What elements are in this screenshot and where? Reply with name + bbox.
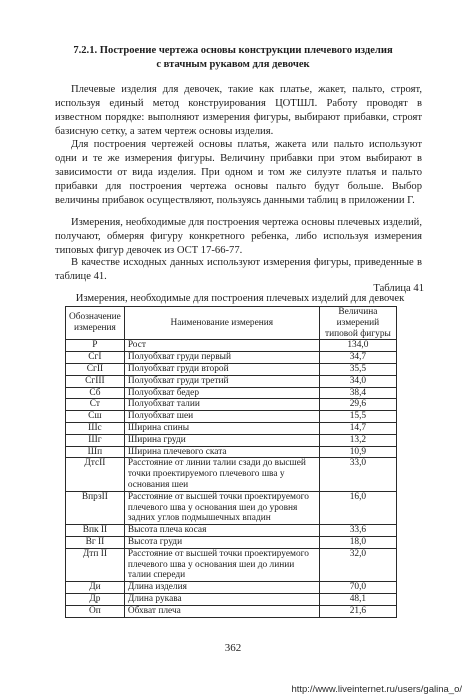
table-row	[66, 375, 397, 387]
cell-code: Сш	[66, 411, 125, 423]
cell-value: 38,4	[319, 387, 396, 399]
cell-code: СгI	[66, 352, 125, 364]
cell-code: ДтсII	[66, 458, 125, 491]
cell-code: Шг	[66, 434, 125, 446]
measurements-table	[65, 306, 397, 618]
cell-code: Ст	[66, 399, 125, 411]
cell-name: Полуобхват шеи	[124, 411, 319, 423]
watermark-url: http://www.liveinternet.ru/users/galina_o/	[291, 684, 462, 695]
cell-name: Расстояние от высшей точки проектируемого плечевого шва у основания шеи до уровня задних углов подмышечных впадин	[124, 491, 319, 524]
cell-value: 35,5	[319, 363, 396, 375]
cell-code: Оп	[66, 605, 125, 617]
cell-name: Ширина плечевого ската	[124, 446, 319, 458]
cell-value: 15,5	[319, 411, 396, 423]
cell-code: Впк II	[66, 525, 125, 537]
table-row	[66, 536, 397, 548]
cell-code: ВпрзII	[66, 491, 125, 524]
table-row	[66, 605, 397, 617]
cell-value: 48,1	[319, 593, 396, 605]
cell-value: 134,0	[319, 340, 396, 352]
cell-value: 16,0	[319, 491, 396, 524]
table-row	[66, 548, 397, 581]
table-row	[66, 525, 397, 537]
body-paragraph: Плечевые изделия для девочек, такие как платье, жакет, пальто, строят, используя единый метод конструирования ЦОТШЛ. Работу проводят в известном порядке: выполняют измерения фигуры, выбирают прибавки, строят базисную сетку, а затем чертеж основы изделия.	[55, 84, 422, 137]
table-row	[66, 446, 397, 458]
body-paragraph: В качестве исходных данных используют измерения фигуры, приведенные в таблице 41.	[55, 257, 422, 282]
table-row	[66, 422, 397, 434]
table-header-row	[66, 307, 397, 340]
cell-value: 32,0	[319, 548, 396, 581]
cell-code: Сб	[66, 387, 125, 399]
cell-name: Ширина спины	[124, 422, 319, 434]
cell-name: Обхват плеча	[124, 605, 319, 617]
header-code: Обозначение измерения	[66, 307, 125, 340]
cell-name: Полуобхват груди второй	[124, 363, 319, 375]
table-row	[66, 352, 397, 364]
cell-value: 34,7	[319, 352, 396, 364]
section-heading-line-1: 7.2.1. Построение чертежа основы конструкции плечевого изделия	[73, 45, 393, 56]
table-row	[66, 582, 397, 594]
cell-code: Р	[66, 340, 125, 352]
cell-value: 70,0	[319, 582, 396, 594]
cell-name: Длина изделия	[124, 582, 319, 594]
table-body	[66, 340, 397, 617]
body-paragraph: Для построения чертежей основы платья, жакета или пальто используют одни и те же измерения фигуры. Величину прибавки при этом выбирают в зависимости от вида изделия. При одном и том же силуэте платья и пальто прибавки для построения чертежа основы пальто будут больше. Выбор величины прибавок осуществляют, пользуясь данными таблиц в приложении Г.	[55, 139, 422, 206]
body-paragraph: Измерения, необходимые для построения чертежа основы плечевых изделий, получают, обмеряя фигуру конкретного ребенка, либо используя измерения типовых фигур девочек из ОСТ 17-66-77.	[55, 217, 422, 256]
cell-value: 21,6	[319, 605, 396, 617]
table-row	[66, 363, 397, 375]
cell-code: Вг II	[66, 536, 125, 548]
cell-name: Длина рукава	[124, 593, 319, 605]
cell-name: Полуобхват груди первый	[124, 352, 319, 364]
section-heading	[40, 44, 426, 72]
cell-code: Др	[66, 593, 125, 605]
table-row	[66, 399, 397, 411]
cell-value: 29,6	[319, 399, 396, 411]
table-row	[66, 593, 397, 605]
cell-code: Ди	[66, 582, 125, 594]
cell-name: Расстояние от высшей точки проектируемого плечевого шва у основания шеи до линии талии спереди	[124, 548, 319, 581]
cell-value: 18,0	[319, 536, 396, 548]
cell-code: СгIII	[66, 375, 125, 387]
cell-name: Высота груди	[124, 536, 319, 548]
cell-name: Расстояние от линии талии сзади до высшей точки проектируемого плечевого шва у основания шеи	[124, 458, 319, 491]
header-value: Величина измерений типовой фигуры	[319, 307, 396, 340]
table-row	[66, 387, 397, 399]
page-number: 362	[224, 642, 242, 654]
header-name: Наименование измерения	[124, 307, 319, 340]
cell-value: 33,0	[319, 458, 396, 491]
table-row	[66, 491, 397, 524]
cell-value: 13,2	[319, 434, 396, 446]
cell-name: Полуобхват талии	[124, 399, 319, 411]
cell-value: 34,0	[319, 375, 396, 387]
table-row	[66, 434, 397, 446]
cell-name: Полуобхват бедер	[124, 387, 319, 399]
table-number: Таблица 41	[373, 283, 424, 294]
section-heading-line-2: с втачным рукавом для девочек	[156, 59, 310, 70]
table-row	[66, 340, 397, 352]
cell-name: Ширина груди	[124, 434, 319, 446]
table-caption: Измерения, необходимые для построения плечевых изделий для девочек	[75, 293, 405, 304]
cell-code: СгII	[66, 363, 125, 375]
cell-code: Шп	[66, 446, 125, 458]
cell-name: Высота плеча косая	[124, 525, 319, 537]
cell-value: 14,7	[319, 422, 396, 434]
cell-value: 33,6	[319, 525, 396, 537]
cell-code: Дтп II	[66, 548, 125, 581]
cell-name: Рост	[124, 340, 319, 352]
cell-code: Шс	[66, 422, 125, 434]
table-row	[66, 458, 397, 491]
cell-value: 10,9	[319, 446, 396, 458]
cell-name: Полуобхват груди третий	[124, 375, 319, 387]
table-row	[66, 411, 397, 423]
